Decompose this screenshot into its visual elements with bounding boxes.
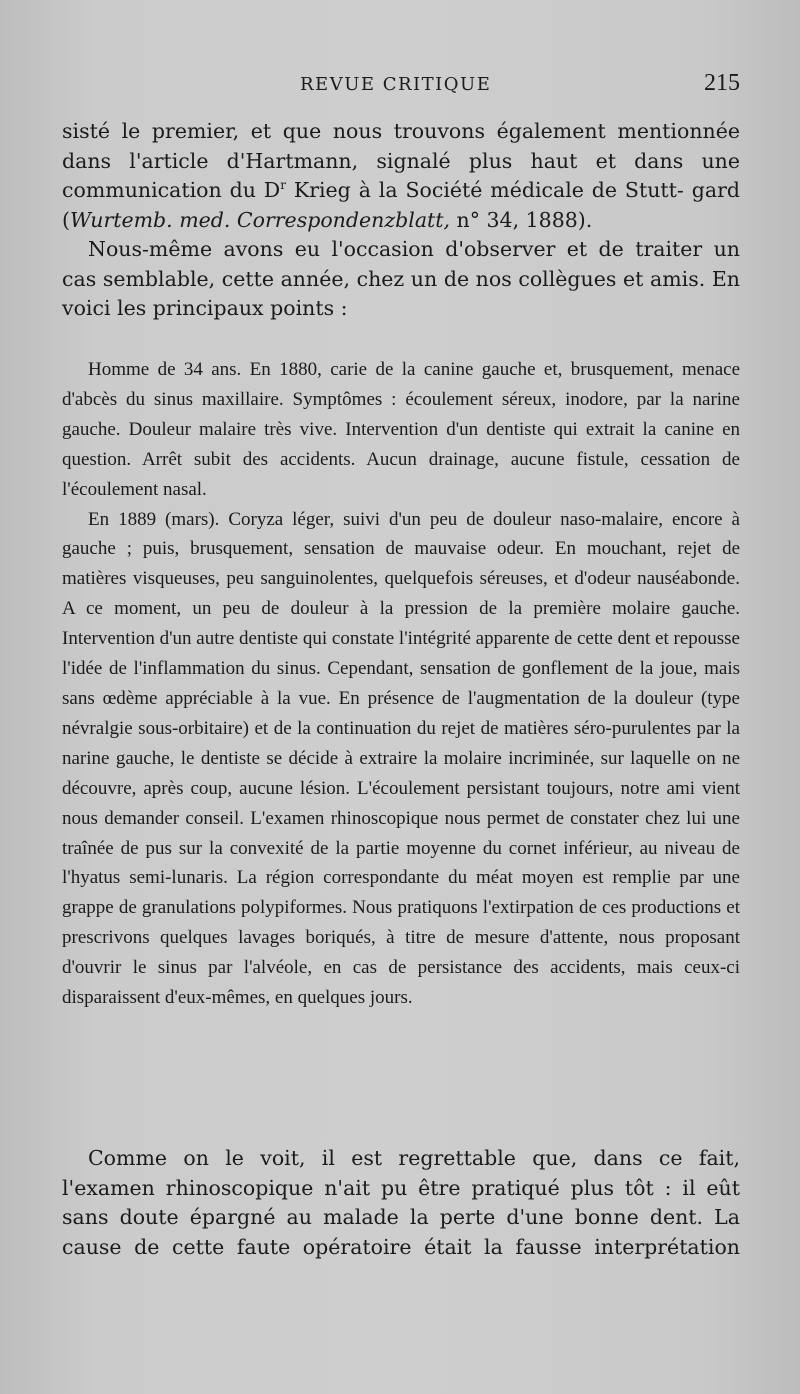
running-title: REVUE CRITIQUE (300, 74, 492, 95)
intro-line-3-start: communication du D (62, 178, 281, 202)
case-paragraph-1: Homme de 34 ans. En 1880, carie de la canine gauche et, brusquement, menace d'abcès du sinus maxillaire. Symptômes : écoulement séreux, inodore, par la narine gauche. Douleur malaire très vive. Intervention d'un dentiste qui extrait la canine en question. Arrêt subit des accidents. Aucun drainage, aucune fistule, cessation de l'écoulement nasal. (62, 359, 740, 500)
page-number: 215 (704, 70, 740, 96)
intro-line-1: sisté le premier, et que nous trouvons également mentionnée (62, 119, 740, 143)
case-report-block (62, 355, 740, 1013)
doctor-abbrev-superscript: r (280, 178, 286, 192)
page-header (60, 70, 740, 106)
conclusion-block (62, 1144, 740, 1262)
citation-number: n° 34, 1888). (450, 207, 593, 232)
intro-line-2: dans l'article d'Hartmann, signalé plus haut et dans une (62, 148, 740, 173)
intro-paragraph-2: Nous-même avons eu l'occasion d'observer et de traiter un cas semblable, cette année, chez un de nos collègues et amis. En voici les principaux points : (62, 237, 740, 320)
intro-paragraph-continued (62, 117, 740, 235)
intro-line-3-rest: Krieg à la Société médicale de Stutt- (286, 178, 684, 202)
journal-citation: Wurtemb. med. Correspondenzblatt, (70, 207, 451, 232)
case-paragraph-2: En 1889 (mars). Coryza léger, suivi d'un peu de douleur naso-malaire, encore à gauche ; puis, brusquement, sensation de mauvaise odeur. En mouchant, rejet de matières visqueuses, peu sanguinolentes, quelquefois séreuses, et d'odeur nauséabonde. A ce moment, un peu de douleur à la pression de la première molaire gauche. Intervention d'un autre dentiste qui constate l'intégrité apparente de cette dent et repousse l'idée de l'inflammation du sinus. Cependant, sensation de gonflement de la joue, mais sans œdème appréciable à la vue. En présence de l'augmentation de la douleur (type névralgie sous-orbitaire) et de la continuation du rejet de matières séro-purulentes par la narine gauche, le dentiste se décide à extraire la molaire incriminée, sur laquelle on ne découvre, après coup, aucune lésion. L'écoulement persistant toujours, notre ami vient nous demander conseil. L'examen rhinoscopique nous permet de constater chez lui une traînée de pus sur la convexité de la partie moyenne du cornet inférieur, au niveau de l'hyatus semi-lunaris. La région correspondante du méat moyen est remplie par une grappe de granulations polypiformes. Nous pratiquons l'extirpation de ces productions et prescrivons quelques lavages boriqués, à titre de mesure d'attente, nous proposant d'ouvrir le sinus par l'alvéole, en cas de persistance des accidents, mais ceux-ci disparaissent d'eux-mêmes, en quelques jours. (62, 508, 740, 1009)
conclusion-paragraph: Comme on le voit, il est regrettable que, dans ce fait, l'examen rhinoscopique n'ait pu être pratiqué plus tôt : il eût sans doute épargné au malade la perte d'une bonne dent. La cause de cette faute opératoire était la fausse interprétation (62, 1146, 740, 1259)
intro-block (62, 117, 740, 324)
intro-line-4-start: gard ( (62, 178, 740, 232)
